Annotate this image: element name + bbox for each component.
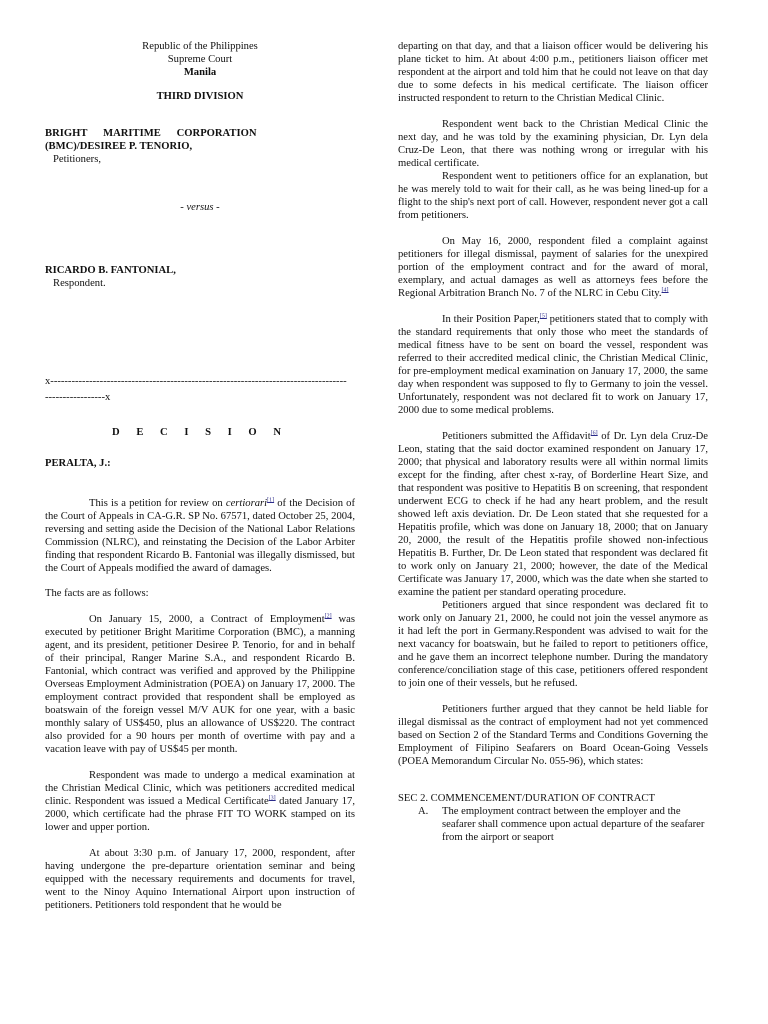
- paragraph-text: of Dr. Lyn dela Cruz-De Leon, stating that the said doctor examined respondent on January 17, 2000; that physical and laboratory results were all within normal limits except for the finding, after chest x-ray, of Borderline Heart Size, and that respondent was positive to Hepatitis B on screening, that respondent underwent ECG to check if he had any heart problem, and the result showed left axis deviation. Dr. De Leon stated that she requested for a Hepatitis profile, which was done on January 18, 2000; that on January 20, 2000, the result of the Hepatitis profile showed non-infectious Hepatitis B. Further, Dr. De Leon stated that respondent was declared fit to work only on January 21, 2000; however, the date of the Medical Certificate was January 17, 2000, which was the date when she started to examine the patient per standard operating procedure.: [398, 431, 708, 598]
- petitioner-name-line2: (BMC)/DESIREE P. TENORIO,: [45, 141, 193, 152]
- footnote-link-3[interactable]: [3]: [268, 795, 276, 802]
- left-column: [45, 0, 355, 912]
- petitioner-role: Petitioners,: [53, 154, 101, 165]
- footnote-link-1[interactable]: [1]: [267, 497, 275, 504]
- quoted-item-label: A.: [418, 806, 429, 817]
- ponente-name: PERALTA, J.:: [45, 458, 111, 469]
- court-line: Supreme Court: [167, 54, 233, 65]
- separator-line1: x------------------------------------------------------------------------------------: [45, 376, 347, 387]
- versus-label: - versus -: [180, 202, 220, 213]
- paragraph-text: Respondent was made to undergo a medical examination at the Christian Medical Clinic, which was petitioners accredited medical clinic. Respondent was issued a Medical Certificate: [45, 770, 355, 807]
- court-header: [45, 40, 355, 103]
- footnote-link-2[interactable]: [2]: [324, 613, 332, 620]
- footnote-link-6[interactable]: [6]: [590, 430, 598, 437]
- petitioner-name-line1: BRIGHT MARITIME CORPORATION: [45, 128, 257, 139]
- paragraph-departure: departing on that day, and that a liaison officer would be delivering his plane ticket to him. At about 4:00 p.m., petitioners liaison officer met respondent at the airport and told him that he could not leave on that day due to some defects in his medical certificate. The liaison officer instructed respondent to return to the Christian Medical Clinic.: [398, 41, 708, 104]
- footnote-link-5[interactable]: [5]: [539, 313, 547, 320]
- paragraph-position-paper: [398, 313, 708, 417]
- paragraph-affidavit: [398, 430, 708, 599]
- paragraph-text: On May 16, 2000, respondent filed a complaint against petitioners for illegal dismissal, payment of salaries for the unexpired portion of the employment contract and for the award of moral, exemplary, and actual damages as well as attorneys fees before the Regional Arbitration Branch No. 7 of the NLRC in Cebu City.: [398, 236, 708, 299]
- paragraph-petitioners-argued: Petitioners argued that since respondent was declared fit to work only on January 21, 2000, he could not join the vessel anymore as it had left the port in Germany.Respondent was advised to wait for the next vacancy for boatswain, but he failed to report to petitioners office, and he gave them an incorrect telephone number. During the mandatory conference/conciliation stage of this case, petitioners offered respondent to join one of their vessels, but he refused.: [398, 600, 708, 689]
- case-parties: [45, 127, 355, 290]
- separator-line2: -----------------x: [45, 392, 111, 403]
- paragraph-text: Petitioners submitted the Affidavit: [442, 431, 591, 442]
- right-column: [398, 0, 708, 844]
- paragraph-text: In their Position Paper,: [442, 314, 540, 325]
- city-line: Manila: [183, 67, 217, 78]
- paragraph-airport: At about 3:30 p.m. of January 17, 2000, respondent, after having undergone the pre-departure orientation seminar and being equipped with the necessary requirements and documents for travel, went to the Ninoy Aquino International Airport upon instruction of petitioners. Petitioners told respondent that he would be: [45, 848, 355, 911]
- division-line: THIRD DIVISION: [156, 91, 244, 102]
- paragraph-contract: [45, 613, 355, 756]
- paragraph-office-visit: Respondent went to petitioners office for an explanation, but he was merely told to wait for their call, as he was being lined-up for a flight to the ship's next port of call. However, respondent never got a call from petitioners.: [398, 171, 708, 221]
- paragraph-facts-intro: The facts are as follows:: [45, 588, 149, 599]
- quoted-section-item: [418, 805, 708, 844]
- paragraph-medical: [45, 769, 355, 834]
- respondent-role: Respondent.: [53, 278, 106, 289]
- paragraph-text: petitioners stated that to comply with the standard requirements that only those who meet the standards of medical fitness have to be sent on board the vessel, respondent was referred to their accredited medical clinic, the Christian Medical Clinic, for pre-employment medical examination on January 17, 2000, the same day when respondent was supposed to fly to Germany to join the vessel. Unfortunately, respondent was not declared fit to work on January 17, 2000 due to some medical problems.: [398, 314, 708, 416]
- footnote-link-4[interactable]: [4]: [661, 287, 669, 294]
- quoted-section-title: SEC 2. COMMENCEMENT/DURATION OF CONTRACT: [398, 793, 655, 804]
- paragraph-further-argued: Petitioners further argued that they cannot be held liable for illegal dismissal as the contract of employment had not yet commenced based on Section 2 of the Standard Terms and Conditions Governing the Employment of Filipino Seafarers on Board Ocean-Going Vessels (POEA Memorandum Circular No. 055-96), which states:: [398, 704, 708, 767]
- paragraph-text: was executed by petitioner Bright Maritime Corporation (BMC), a manning agent, and its president, petitioner Desiree P. Tenorio, for and in behalf of their principal, Ranger Marine S.A., and respondent Ricardo B. Fantonial, which contract was verified and approved by the Philippine Overseas Employment Administration (POEA) on January 17, 2000. The employment contract provided that respondent shall be employed as boatswain of the foreign vessel M/V AUK for one year, with a basic monthly salary of US$450, plus an allowance of US$220. The contract also provided for a 90 hours per month of overtime with pay and a vacation leave with pay of US$45 per month.: [45, 614, 355, 755]
- respondent-name: RICARDO B. FANTONIAL,: [45, 265, 176, 276]
- republic-line: Republic of the Philippines: [142, 41, 258, 52]
- paragraph-complaint: [398, 235, 708, 300]
- paragraph-text: dated January 17, 2000, which certificate had the phrase FIT TO WORK stamped on its lower and upper portion.: [45, 796, 355, 833]
- italic-term: certiorari: [225, 498, 268, 509]
- paragraph-text: This is a petition for review on: [89, 498, 226, 509]
- paragraph-text: of the Decision of the Court of Appeals in CA-G.R. SP No. 67571, dated October 25, 2004, reversing and setting aside the Decision of the National Labor Relations Commission (NLRC), and reinstating the Decision of the Labor Arbiter finding that respondent Ricardo B. Fantonial was illegally dismissed, but the Court of Appeals modified the award of damages.: [45, 498, 355, 574]
- paragraph-intro: [45, 497, 355, 575]
- decision-title: D E C I S I O N: [112, 427, 288, 438]
- ponente: [45, 457, 355, 470]
- quoted-item-text: The employment contract between the employer and the seafarer shall commence upon actual departure of the seafarer from the airport or seaport: [442, 806, 705, 843]
- paragraph-clinic-return: Respondent went back to the Christian Medical Clinic the next day, and he was told by the examining physician, Dr. Lyn dela Cruz-De Leon, that there was nothing wrong or irregular with his medical certificate.: [398, 119, 708, 169]
- paragraph-text: On January 15, 2000, a Contract of Employment: [89, 614, 325, 625]
- caption-separator: [45, 375, 355, 404]
